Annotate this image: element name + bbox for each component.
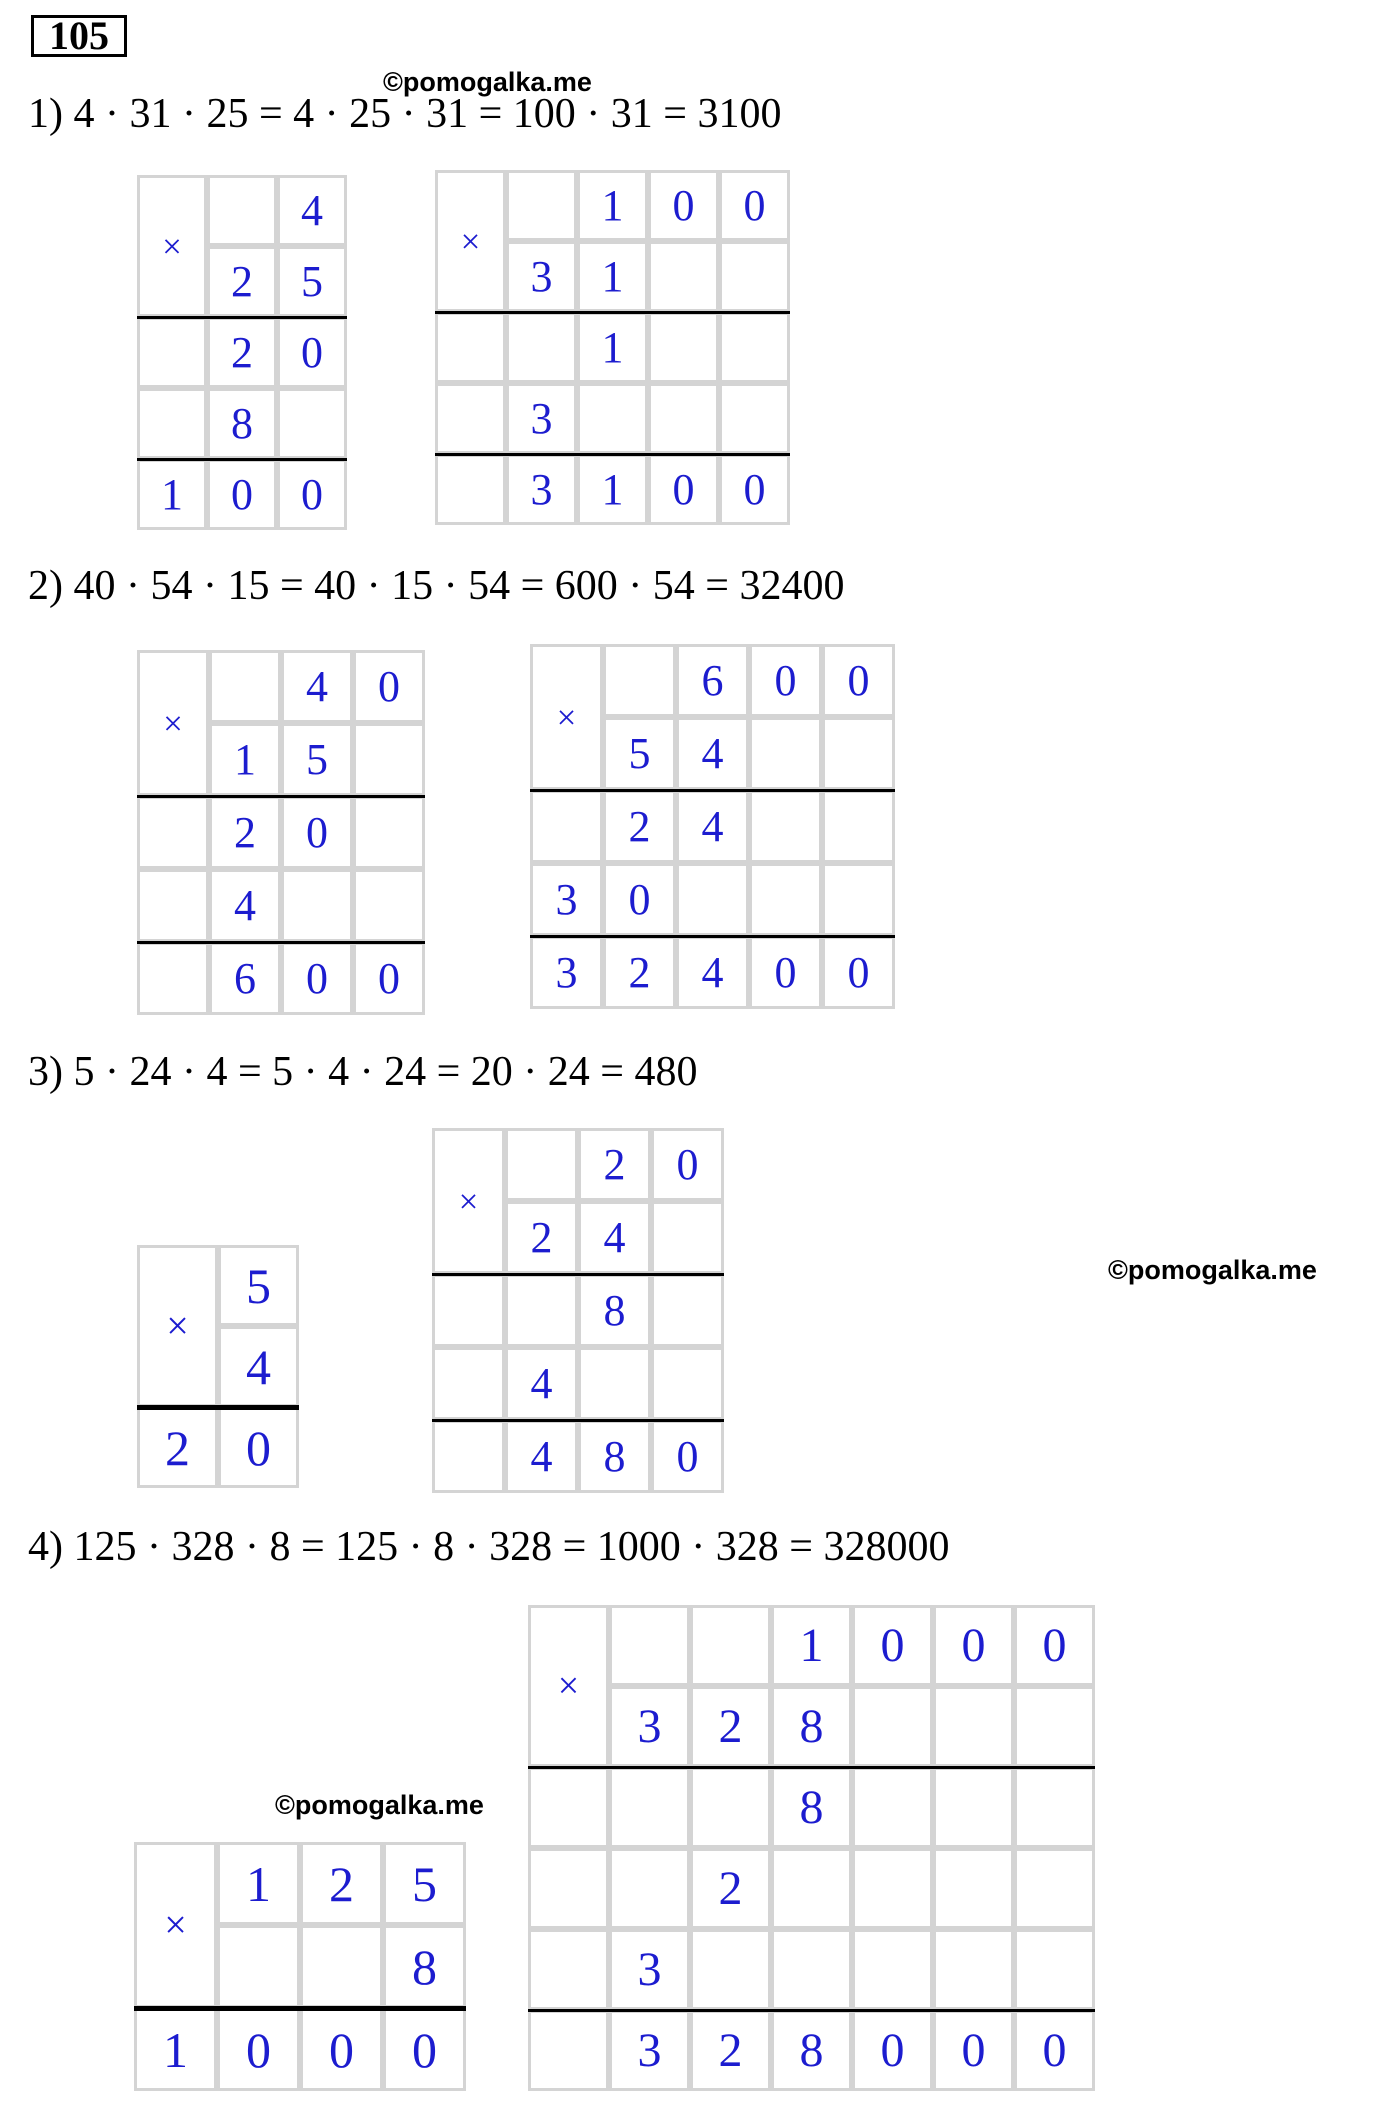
digit-cell: 4 <box>209 869 281 942</box>
result-line <box>435 311 790 314</box>
empty-cell <box>137 796 209 869</box>
empty-cell <box>528 1929 609 2010</box>
digit-cell: 2 <box>690 2010 771 2091</box>
empty-cell <box>609 1848 690 1929</box>
digit-cell: 0 <box>749 644 822 717</box>
digit-cell: 0 <box>383 2008 466 2091</box>
empty-cell <box>749 717 822 790</box>
digit-cell: 2 <box>603 936 676 1009</box>
digit-cell: 0 <box>300 2008 383 2091</box>
digit-cell: 8 <box>578 1420 651 1493</box>
task-number: 105 <box>31 15 127 57</box>
multiplication-grid-task-3-a <box>137 1245 299 1488</box>
digit-cell: 8 <box>383 1925 466 2008</box>
digit-cell: 3 <box>609 1686 690 1767</box>
multiplication-grid-task-2-a <box>137 650 425 1015</box>
digit-cell: 6 <box>209 942 281 1015</box>
result-line <box>432 1419 724 1422</box>
empty-cell <box>435 383 506 454</box>
digit-cell: 0 <box>648 454 719 525</box>
digit-cell: 2 <box>690 1848 771 1929</box>
digit-cell: 0 <box>218 1407 299 1488</box>
result-line <box>432 1273 724 1276</box>
digit-cell: 0 <box>648 170 719 241</box>
digit-cell: 2 <box>578 1128 651 1201</box>
empty-cell <box>435 454 506 525</box>
digit-cell: 4 <box>277 175 347 246</box>
empty-cell <box>933 1929 1014 2010</box>
empty-cell <box>432 1347 505 1420</box>
multiply-sign: × <box>530 644 603 790</box>
digit-cell: 3 <box>506 241 577 312</box>
result-line <box>528 1766 1095 1769</box>
task-1-equation: 1) 4 · 31 · 25 = 4 · 25 · 31 = 100 · 31 = 3100 <box>28 91 782 137</box>
empty-cell <box>933 1848 1014 1929</box>
digit-cell: 0 <box>719 454 790 525</box>
digit-cell: 1 <box>134 2008 217 2091</box>
digit-cell: 0 <box>852 1605 933 1686</box>
empty-cell <box>676 863 749 936</box>
result-line <box>134 2006 466 2011</box>
digit-cell: 2 <box>207 246 277 317</box>
empty-cell <box>578 1347 651 1420</box>
digit-cell: 8 <box>578 1274 651 1347</box>
empty-cell <box>822 790 895 863</box>
digit-cell: 2 <box>300 1842 383 1925</box>
digit-cell: 0 <box>852 2010 933 2091</box>
multiply-sign: × <box>137 650 209 796</box>
empty-cell <box>137 869 209 942</box>
empty-cell <box>771 1848 852 1929</box>
watermark: ©pomogalka.me <box>383 67 592 97</box>
digit-cell: 5 <box>218 1245 299 1326</box>
digit-cell: 0 <box>277 459 347 530</box>
digit-cell: 0 <box>281 942 353 1015</box>
digit-cell: 0 <box>933 1605 1014 1686</box>
empty-cell <box>690 1767 771 1848</box>
empty-cell <box>207 175 277 246</box>
digit-cell: 4 <box>218 1326 299 1407</box>
empty-cell <box>217 1925 300 2008</box>
digit-cell: 2 <box>690 1686 771 1767</box>
empty-cell <box>771 1929 852 2010</box>
digit-cell: 1 <box>577 241 648 312</box>
empty-cell <box>651 1201 724 1274</box>
empty-cell <box>209 650 281 723</box>
empty-cell <box>749 790 822 863</box>
digit-cell: 4 <box>505 1347 578 1420</box>
digit-cell: 0 <box>207 459 277 530</box>
empty-cell <box>528 1767 609 1848</box>
digit-cell: 5 <box>281 723 353 796</box>
digit-cell: 1 <box>771 1605 852 1686</box>
empty-cell <box>137 942 209 1015</box>
digit-cell: 3 <box>506 454 577 525</box>
empty-cell <box>852 1767 933 1848</box>
result-line <box>435 453 790 456</box>
result-line <box>528 2009 1095 2012</box>
multiplication-grid-task-4-b <box>528 1605 1095 2091</box>
empty-cell <box>506 312 577 383</box>
multiplication-grid-task-1-b <box>435 170 790 525</box>
digit-cell: 4 <box>676 936 749 1009</box>
empty-cell <box>651 1274 724 1347</box>
empty-cell <box>300 1925 383 2008</box>
digit-cell: 4 <box>676 790 749 863</box>
multiply-sign: × <box>435 170 506 312</box>
empty-cell <box>1014 1686 1095 1767</box>
task-3-equation: 3) 5 · 24 · 4 = 5 · 4 · 24 = 20 · 24 = 480 <box>28 1049 698 1095</box>
digit-cell: 0 <box>822 644 895 717</box>
empty-cell <box>933 1686 1014 1767</box>
multiplication-grid-task-4-a <box>134 1842 466 2091</box>
digit-cell: 0 <box>933 2010 1014 2091</box>
digit-cell: 0 <box>1014 1605 1095 1686</box>
empty-cell <box>353 869 425 942</box>
empty-cell <box>852 1848 933 1929</box>
digit-cell: 4 <box>578 1201 651 1274</box>
task-4-equation: 4) 125 · 328 · 8 = 125 · 8 · 328 = 1000 · 328 = 328000 <box>28 1524 950 1570</box>
multiply-sign: × <box>137 1245 218 1407</box>
digit-cell: 0 <box>651 1128 724 1201</box>
empty-cell <box>505 1274 578 1347</box>
digit-cell: 1 <box>209 723 281 796</box>
digit-cell: 0 <box>822 936 895 1009</box>
empty-cell <box>528 1848 609 1929</box>
digit-cell: 2 <box>603 790 676 863</box>
multiply-sign: × <box>134 1842 217 2008</box>
result-line <box>137 941 425 944</box>
digit-cell: 0 <box>603 863 676 936</box>
empty-cell <box>933 1767 1014 1848</box>
digit-cell: 0 <box>353 942 425 1015</box>
digit-cell: 3 <box>530 863 603 936</box>
empty-cell <box>432 1274 505 1347</box>
digit-cell: 3 <box>530 936 603 1009</box>
empty-cell <box>822 863 895 936</box>
digit-cell: 2 <box>137 1407 218 1488</box>
digit-cell: 8 <box>207 388 277 459</box>
digit-cell: 4 <box>505 1420 578 1493</box>
digit-cell: 0 <box>353 650 425 723</box>
empty-cell <box>353 723 425 796</box>
empty-cell <box>648 312 719 383</box>
digit-cell: 2 <box>207 317 277 388</box>
task-2-equation: 2) 40 · 54 · 15 = 40 · 15 · 54 = 600 · 54 = 32400 <box>28 563 845 609</box>
digit-cell: 5 <box>383 1842 466 1925</box>
empty-cell <box>1014 1929 1095 2010</box>
empty-cell <box>603 644 676 717</box>
result-line <box>530 789 895 792</box>
digit-cell: 4 <box>676 717 749 790</box>
digit-cell: 0 <box>1014 2010 1095 2091</box>
digit-cell: 1 <box>577 312 648 383</box>
empty-cell <box>651 1347 724 1420</box>
empty-cell <box>506 170 577 241</box>
empty-cell <box>137 317 207 388</box>
digit-cell: 0 <box>277 317 347 388</box>
empty-cell <box>719 383 790 454</box>
multiplication-grid-task-3-b <box>432 1128 724 1493</box>
multiply-sign: × <box>137 175 207 317</box>
digit-cell: 0 <box>719 170 790 241</box>
digit-cell: 0 <box>749 936 822 1009</box>
digit-cell: 3 <box>609 1929 690 2010</box>
digit-cell: 5 <box>603 717 676 790</box>
digit-cell: 6 <box>676 644 749 717</box>
empty-cell <box>719 312 790 383</box>
digit-cell: 1 <box>137 459 207 530</box>
empty-cell <box>530 790 603 863</box>
empty-cell <box>690 1929 771 2010</box>
empty-cell <box>749 863 822 936</box>
empty-cell <box>852 1686 933 1767</box>
empty-cell <box>505 1128 578 1201</box>
empty-cell <box>1014 1848 1095 1929</box>
watermark: ©pomogalka.me <box>275 1790 484 1820</box>
empty-cell <box>137 388 207 459</box>
digit-cell: 8 <box>771 1686 852 1767</box>
digit-cell: 0 <box>651 1420 724 1493</box>
digit-cell: 3 <box>506 383 577 454</box>
empty-cell <box>1014 1767 1095 1848</box>
digit-cell: 4 <box>281 650 353 723</box>
digit-cell: 2 <box>505 1201 578 1274</box>
result-line <box>137 316 347 319</box>
empty-cell <box>277 388 347 459</box>
multiply-sign: × <box>528 1605 609 1767</box>
empty-cell <box>577 383 648 454</box>
digit-cell: 1 <box>577 454 648 525</box>
empty-cell <box>648 241 719 312</box>
multiplication-grid-task-2-b <box>530 644 895 1009</box>
result-line <box>137 1405 299 1410</box>
result-line <box>137 795 425 798</box>
empty-cell <box>690 1605 771 1686</box>
result-line <box>530 935 895 938</box>
empty-cell <box>432 1420 505 1493</box>
empty-cell <box>609 1605 690 1686</box>
digit-cell: 2 <box>209 796 281 869</box>
multiply-sign: × <box>432 1128 505 1274</box>
digit-cell: 0 <box>281 796 353 869</box>
digit-cell: 8 <box>771 1767 852 1848</box>
empty-cell <box>822 717 895 790</box>
digit-cell: 5 <box>277 246 347 317</box>
empty-cell <box>281 869 353 942</box>
multiplication-grid-task-1-a <box>137 175 347 530</box>
empty-cell <box>852 1929 933 2010</box>
empty-cell <box>435 312 506 383</box>
digit-cell: 8 <box>771 2010 852 2091</box>
empty-cell <box>648 383 719 454</box>
empty-cell <box>353 796 425 869</box>
digit-cell: 3 <box>609 2010 690 2091</box>
empty-cell <box>528 2010 609 2091</box>
digit-cell: 1 <box>217 1842 300 1925</box>
digit-cell: 1 <box>577 170 648 241</box>
empty-cell <box>609 1767 690 1848</box>
result-line <box>137 458 347 461</box>
digit-cell: 0 <box>217 2008 300 2091</box>
empty-cell <box>719 241 790 312</box>
watermark: ©pomogalka.me <box>1108 1255 1317 1285</box>
